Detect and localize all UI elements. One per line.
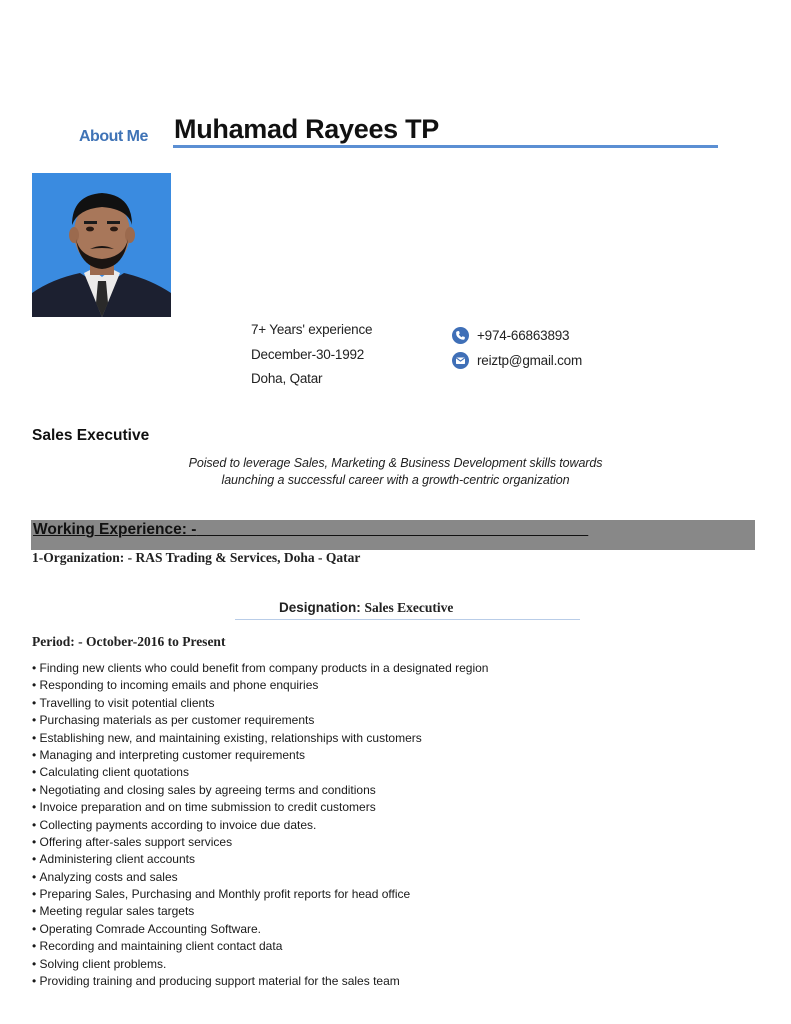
duty-item: • Meeting regular sales targets — [32, 903, 488, 920]
experience-years: 7+ Years' experience — [251, 322, 373, 337]
organization: 1-Organization: - RAS Trading & Services, Doha - Qatar — [32, 550, 361, 565]
designation — [279, 600, 453, 616]
duty-item: • Analyzing costs and sales — [32, 869, 488, 886]
mail-icon — [452, 352, 469, 369]
working-experience-heading-text: Working Experience: - — [33, 521, 197, 538]
duty-item: • Finding new clients who could benefit from company products in a designated region — [32, 660, 488, 677]
phone-icon — [452, 327, 469, 344]
about-me-label: About Me — [79, 128, 148, 145]
employment-period: Period: - October-2016 to Present — [32, 634, 226, 649]
designation-value: Sales Executive — [364, 600, 454, 615]
phone-contact — [452, 327, 569, 344]
name-underline — [173, 145, 718, 148]
birth-date: December-30-1992 — [251, 347, 365, 362]
duties-list — [32, 660, 488, 990]
duty-item: • Calculating client quotations — [32, 764, 488, 781]
duty-item: • Operating Comrade Accounting Software. — [32, 921, 488, 938]
designation-underline — [235, 619, 580, 620]
duty-item: • Providing training and producing support material for the sales team — [32, 973, 488, 990]
phone-number: +974-66863893 — [477, 328, 570, 343]
email-address[interactable]: reiztp@gmail.com — [477, 353, 583, 368]
duty-item: • Recording and maintaining client contact data — [32, 938, 488, 955]
duty-item: • Offering after-sales support services — [32, 834, 488, 851]
tagline-line-1: Poised to leverage Sales, Marketing & Business Development skills towards — [188, 456, 603, 470]
duty-item: • Administering client accounts — [32, 851, 488, 868]
working-experience-heading — [33, 521, 588, 539]
duty-item: • Negotiating and closing sales by agreeing terms and conditions — [32, 782, 488, 799]
duty-item: • Managing and interpreting customer requirements — [32, 747, 488, 764]
job-title: Sales Executive — [32, 427, 150, 444]
tagline-line-2: launching a successful career with a growth-centric organization — [221, 473, 570, 487]
duty-item: • Collecting payments according to invoice due dates. — [32, 817, 488, 834]
duty-item: • Establishing new, and maintaining existing, relationships with customers — [32, 730, 488, 747]
profile-photo — [32, 173, 171, 317]
email-contact — [452, 352, 582, 369]
designation-label: Designation: — [279, 600, 361, 615]
duty-item: • Solving client problems. — [32, 956, 488, 973]
location: Doha, Qatar — [251, 371, 323, 386]
duty-item: • Invoice preparation and on time submission to credit customers — [32, 799, 488, 816]
duty-item: • Purchasing materials as per customer requirements — [32, 712, 488, 729]
duty-item: • Preparing Sales, Purchasing and Monthly profit reports for head office — [32, 886, 488, 903]
duty-item: • Travelling to visit potential clients — [32, 695, 488, 712]
duty-item: • Responding to incoming emails and phone enquiries — [32, 677, 488, 694]
candidate-name: Muhamad Rayees TP — [174, 114, 439, 144]
